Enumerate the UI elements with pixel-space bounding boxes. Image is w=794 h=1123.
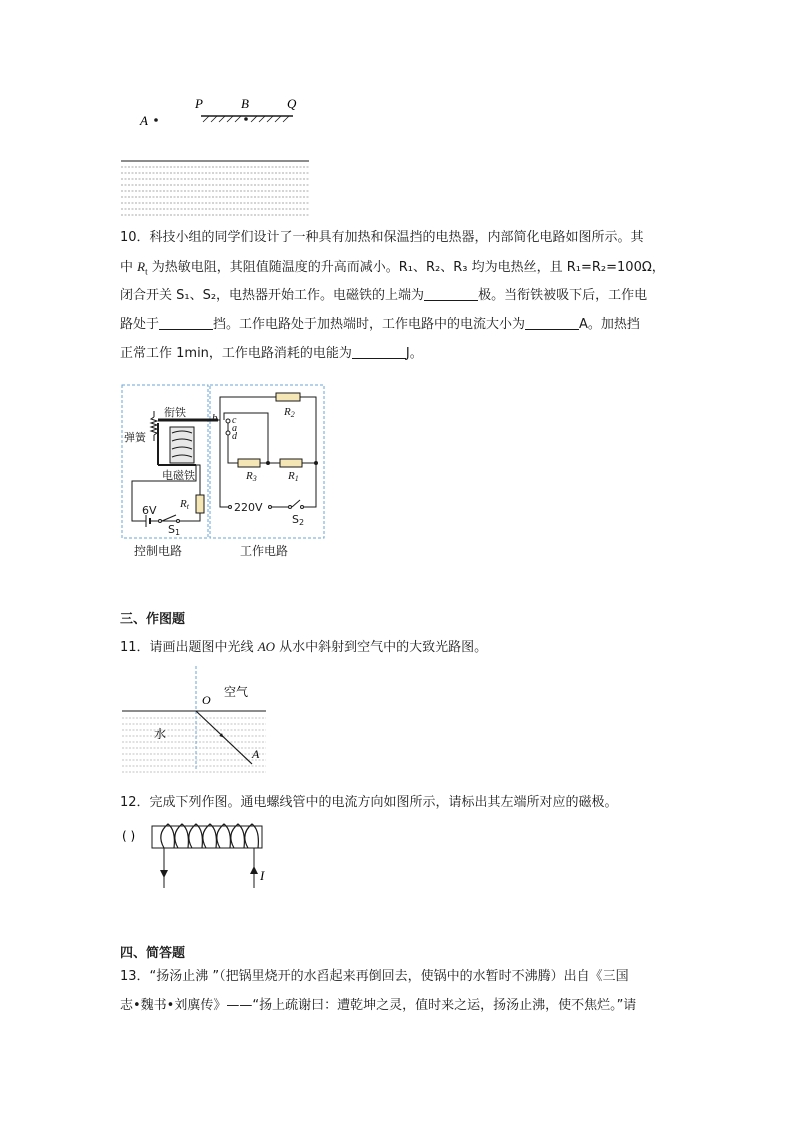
s2-label: S2 [292,513,305,527]
point-b [244,117,248,121]
q10-line-5: 正常工作 1min，工作电路消耗的电能为 J。 [120,346,423,361]
refraction-figure [118,666,268,778]
blank-mode[interactable] [159,315,213,330]
electromagnet-label: 电磁铁 [162,469,195,482]
label-b: B [241,96,249,111]
water-hatching [121,167,309,215]
section-4-heading: 四、简答题 [120,946,186,961]
r1-label: R1 [288,470,299,483]
voltage-label: 220V [234,501,263,514]
question-12: 12．完成下列作图。通电螺线管中的电流方向如图所示，请标出其左端所对应的磁极。 [120,795,618,810]
label-a: A [252,747,260,761]
question-13 [120,962,680,1020]
q13-line-1: 13．“扬汤止沸 ”（把锅里烧开的水舀起来再倒回去，使锅中的水暂时不沸腾）出自《三国 [120,969,629,984]
contact-a-label: a [232,423,237,434]
battery-label: 6V [142,504,157,517]
spring-label: 弹簧 [124,431,146,444]
left-current-arrow [160,870,168,878]
label-o: O [202,693,211,707]
water-hatching [122,718,266,772]
right-current-arrow [250,866,258,874]
contact-d-label: d [232,431,237,442]
contact-b-label: b [212,412,218,424]
s1-label: S1 [168,523,181,537]
label-q: Q [287,96,297,111]
r3-label: R3 [246,470,257,483]
pole-answer-blank[interactable]: ( ) [122,829,136,843]
current-label: I [260,868,265,883]
q10-line-1: 10．科技小组的同学们设计了一种具有加热和保温挡的电热器，内部简化电路如图所示。其 [120,230,644,245]
q13-line-2: 志•魏书•刘廙传》——“扬上疏谢曰：遭乾坤之灵，值时来之运，扬汤止沸，使不焦烂。”请 [120,998,637,1013]
spring [151,417,157,435]
point-a [154,118,158,122]
contact-c-label: c [232,415,237,426]
label-a: A [140,113,148,128]
question-10 [120,223,680,368]
armature-label: 衔铁 [164,406,186,419]
blank-current[interactable] [525,315,579,330]
label-p: P [195,96,203,111]
section-3-heading: 三、作图题 [120,612,186,627]
q10-line-3: 闭合开关 S₁、S₂，电热器开始工作。电磁铁的上端为 极。当衔铁被吸下后，工作电 [120,288,648,303]
blank-pole[interactable] [424,286,478,301]
label-air: 空气 [224,685,249,699]
r2-label: R2 [284,406,295,419]
q10-line-2: 中 $R_t$ 为热敏电阻，其阻值随温度的升高而减小。R₁、R₂、R₃ 均为电热丝，且 R₁=R₂=100Ω， [120,259,665,277]
question-11: 11．请画出题图中光线 AO 从水中斜射到空气中的大致光路图。 [120,639,488,655]
solenoid-core [152,826,262,848]
rt-label: Rt [180,498,189,511]
work-circuit-label: 工作电路 [240,544,289,558]
solenoid-figure [118,818,278,894]
control-circuit-label: 控制电路 [134,544,183,558]
q10-line-4: 路处于 挡。工作电路处于加热端时，工作电路中的电流大小为 A。加热挡 [120,317,640,332]
label-water: 水 [154,727,167,741]
mirror-water-figure [115,92,325,222]
circuit-diagram [118,381,328,563]
light-ray-ao [196,711,252,764]
blank-energy[interactable] [352,344,406,359]
